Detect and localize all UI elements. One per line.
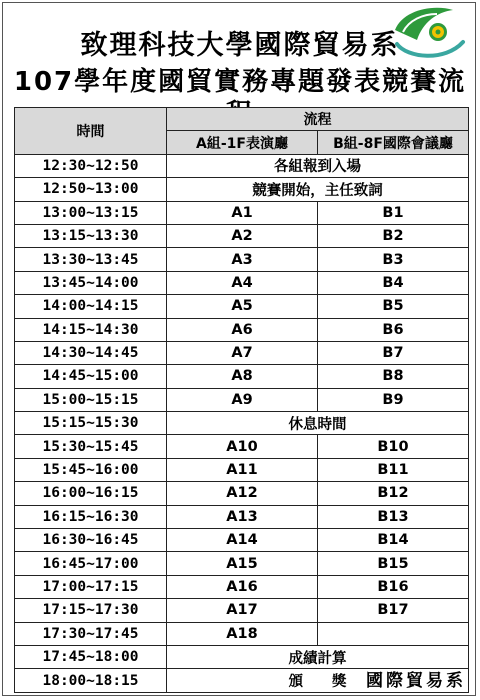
group-a-cell: A3	[167, 248, 318, 271]
group-b-cell	[318, 622, 469, 645]
group-a-cell: A4	[167, 271, 318, 294]
group-a-cell: A12	[167, 482, 318, 505]
time-cell: 14:30~14:45	[15, 341, 167, 364]
group-b-cell: B4	[318, 271, 469, 294]
table-row	[15, 178, 469, 201]
event-cell: 各組報到入場	[167, 154, 469, 177]
group-a-cell: A13	[167, 505, 318, 528]
event-cell: 休息時間	[167, 412, 469, 435]
table-row	[15, 365, 469, 388]
group-b-cell: B14	[318, 529, 469, 552]
table-row	[15, 154, 469, 177]
table-row	[15, 435, 469, 458]
table-row	[15, 201, 469, 224]
event-cell: 競賽開始，主任致詞	[167, 178, 469, 201]
group-a-cell: A10	[167, 435, 318, 458]
group-b-cell: B6	[318, 318, 469, 341]
header-group-b: B組-8F國際會議廳	[318, 131, 469, 154]
group-a-cell: A9	[167, 388, 318, 411]
group-a-cell: A1	[167, 201, 318, 224]
group-a-cell: A16	[167, 575, 318, 598]
group-b-cell: B3	[318, 248, 469, 271]
header-flow: 流程	[167, 108, 469, 131]
time-cell: 16:30~16:45	[15, 529, 167, 552]
group-b-cell: B7	[318, 341, 469, 364]
group-a-cell: A11	[167, 458, 318, 481]
time-cell: 14:15~14:30	[15, 318, 167, 341]
time-cell: 17:30~17:45	[15, 622, 167, 645]
group-b-cell: B11	[318, 458, 469, 481]
group-b-cell: B10	[318, 435, 469, 458]
time-cell: 15:15~15:30	[15, 412, 167, 435]
time-cell: 18:00~18:15	[15, 669, 167, 692]
table-row	[15, 224, 469, 247]
event-cell: 成績計算	[167, 645, 469, 668]
table-row	[15, 412, 469, 435]
group-a-cell: A14	[167, 529, 318, 552]
group-b-cell: B15	[318, 552, 469, 575]
table-row	[15, 599, 469, 622]
group-b-cell: B16	[318, 575, 469, 598]
group-a-cell: A6	[167, 318, 318, 341]
group-b-cell: B2	[318, 224, 469, 247]
time-cell: 16:15~16:30	[15, 505, 167, 528]
group-a-cell: A18	[167, 622, 318, 645]
table-row	[15, 458, 469, 481]
group-b-cell: B5	[318, 295, 469, 318]
table-row	[15, 575, 469, 598]
table-row	[15, 271, 469, 294]
header-group-a: A組-1F表演廳	[167, 131, 318, 154]
group-b-cell: B8	[318, 365, 469, 388]
time-cell: 15:30~15:45	[15, 435, 167, 458]
table-row	[15, 482, 469, 505]
group-b-cell: B17	[318, 599, 469, 622]
group-b-cell: B13	[318, 505, 469, 528]
table-row	[15, 529, 469, 552]
table-row	[15, 318, 469, 341]
school-title: 致理科技大學國際貿易系	[80, 30, 400, 61]
group-b-cell: B1	[318, 201, 469, 224]
table-row	[15, 622, 469, 645]
group-a-cell: A5	[167, 295, 318, 318]
department-footer: 國際貿易系	[366, 671, 466, 691]
header-time: 時間	[15, 108, 167, 155]
table-row	[15, 248, 469, 271]
time-cell: 17:45~18:00	[15, 645, 167, 668]
time-cell: 13:00~13:15	[15, 201, 167, 224]
time-cell: 14:45~15:00	[15, 365, 167, 388]
event-cell: 頒 獎	[167, 669, 469, 692]
time-cell: 13:15~13:30	[15, 224, 167, 247]
time-cell: 12:50~13:00	[15, 178, 167, 201]
time-cell: 15:45~16:00	[15, 458, 167, 481]
group-a-cell: A8	[167, 365, 318, 388]
time-cell: 13:30~13:45	[15, 248, 167, 271]
schedule-body	[15, 154, 469, 692]
event-title: 107學年度國貿實務專題發表競賽流	[13, 67, 467, 97]
group-a-cell: A7	[167, 341, 318, 364]
table-row	[15, 341, 469, 364]
time-cell: 15:00~15:15	[15, 388, 167, 411]
table-row	[15, 505, 469, 528]
schedule-table	[14, 107, 469, 693]
table-row	[15, 295, 469, 318]
time-cell: 17:15~17:30	[15, 599, 167, 622]
group-b-cell: B9	[318, 388, 469, 411]
time-cell: 16:00~16:15	[15, 482, 167, 505]
group-b-cell: B12	[318, 482, 469, 505]
group-a-cell: A17	[167, 599, 318, 622]
time-cell: 16:45~17:00	[15, 552, 167, 575]
table-row	[15, 388, 469, 411]
group-a-cell: A15	[167, 552, 318, 575]
group-a-cell: A2	[167, 224, 318, 247]
time-cell: 14:00~14:15	[15, 295, 167, 318]
time-cell: 12:30~12:50	[15, 154, 167, 177]
time-cell: 17:00~17:15	[15, 575, 167, 598]
table-row	[15, 552, 469, 575]
time-cell: 13:45~14:00	[15, 271, 167, 294]
